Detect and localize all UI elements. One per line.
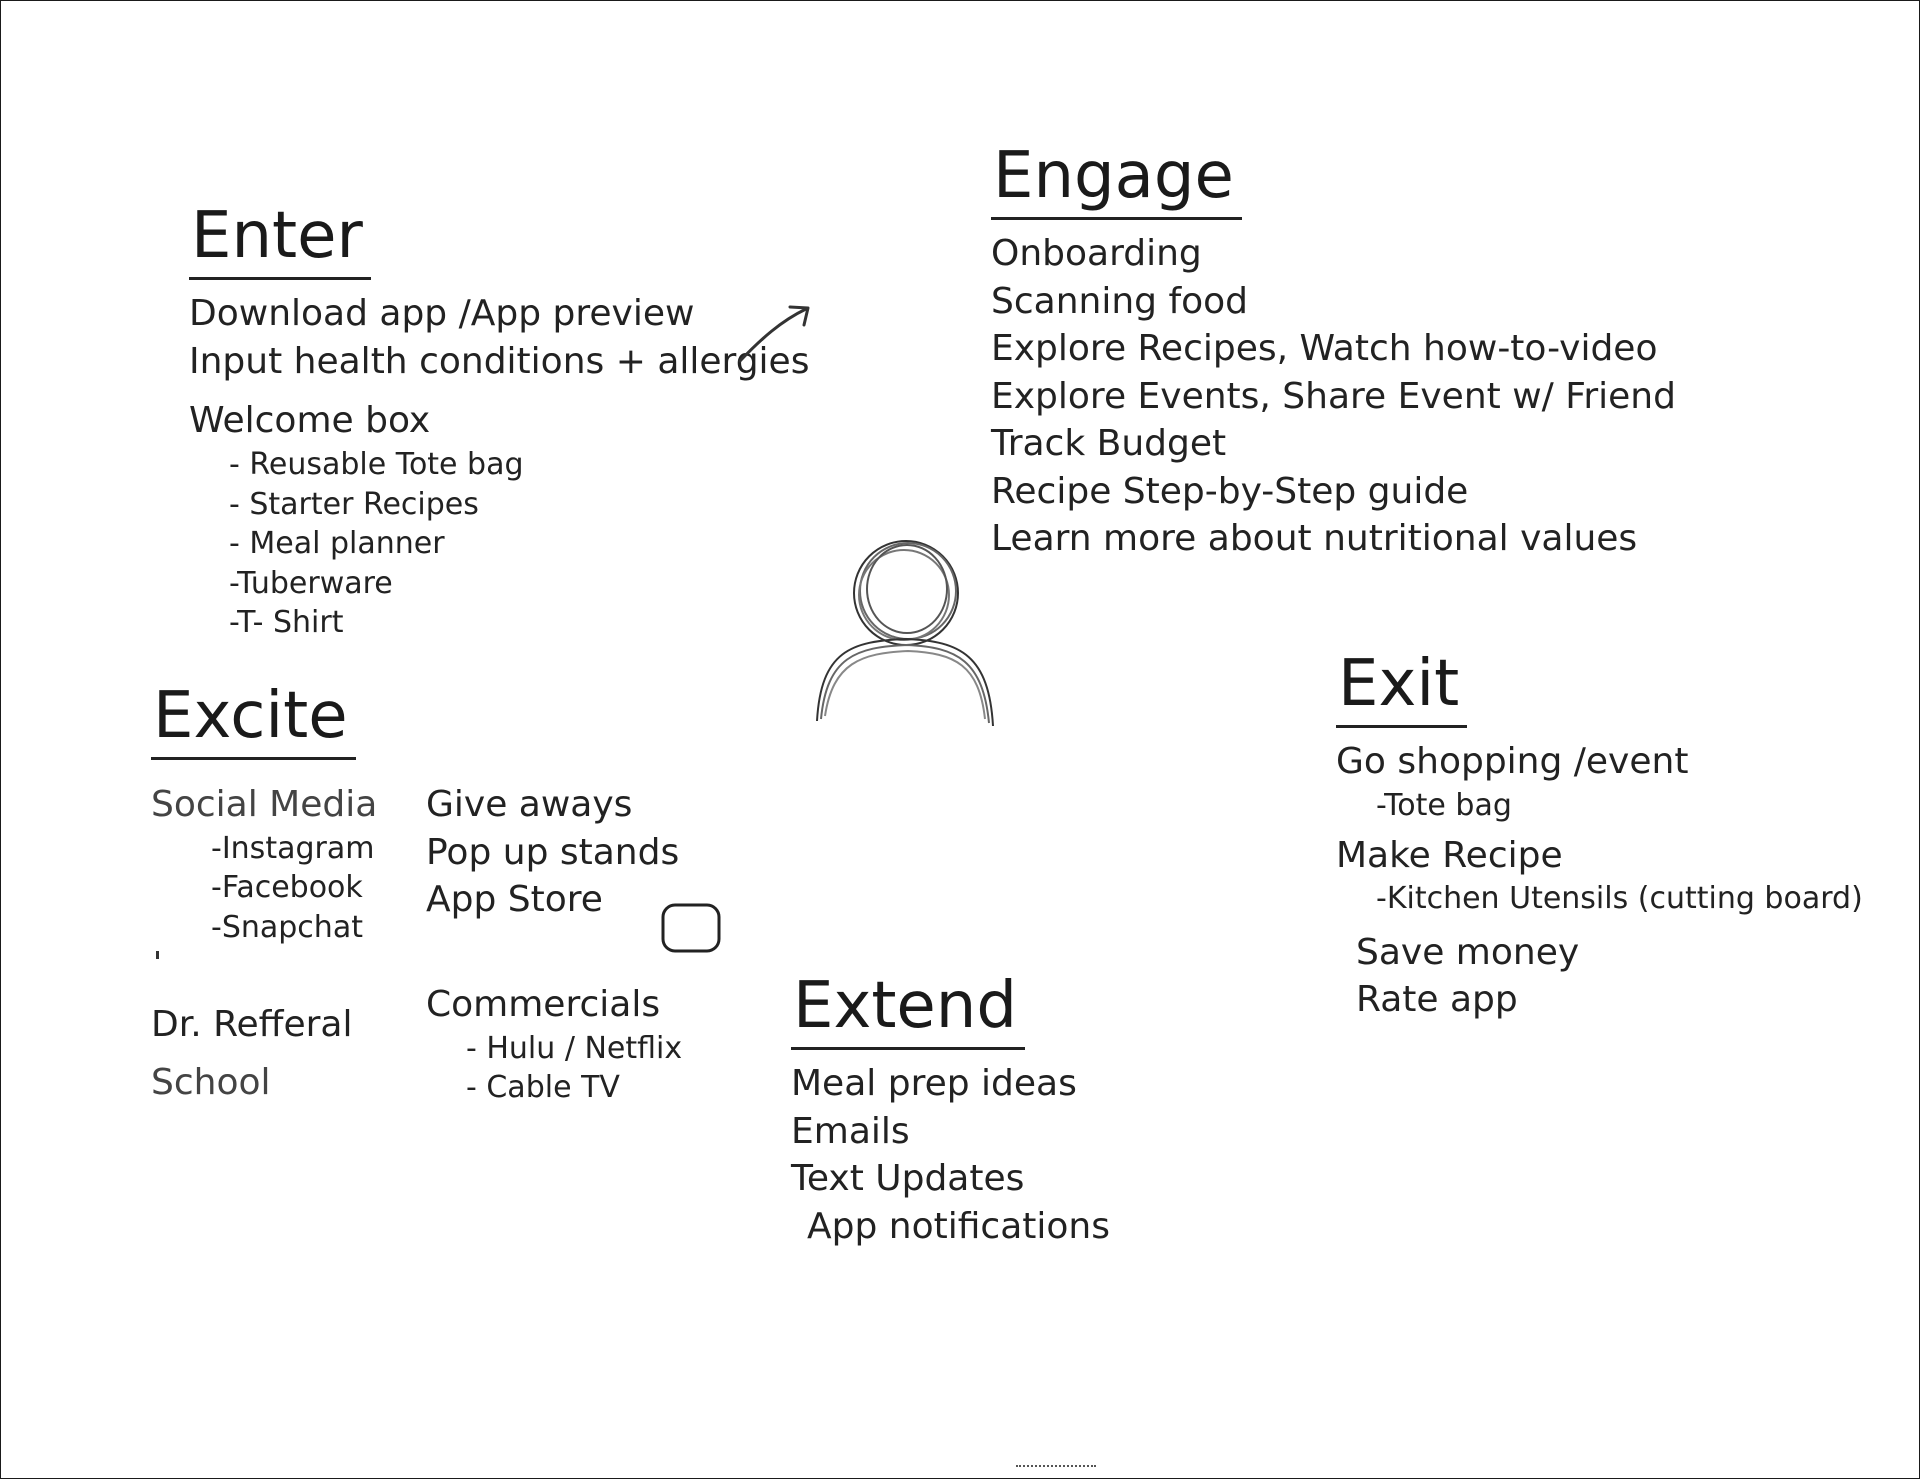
excite-item: Give aways [426,784,633,825]
enter-subitem: - Starter Recipes [229,486,479,522]
extend-item: Emails [791,1110,910,1152]
arrow-icon [736,299,816,369]
section-title-engage: Engage [991,141,1242,220]
excite-item: Pop up stands [426,831,680,873]
excite-subitem: -Facebook [211,870,363,906]
exit-item: Save money [1356,931,1580,973]
engage-item: Scanning food [991,280,1249,322]
enter-subitem: -Tuberware [229,565,393,601]
section-enter [189,201,809,643]
exit-subitem: -Tote bag [1376,787,1512,823]
extend-item: Meal prep ideas [791,1063,1077,1105]
excite-item: Dr. Refferal [151,1004,353,1045]
section-extend [791,971,1110,1250]
excite-subitem: - Cable TV [466,1070,620,1106]
enter-item: Input health conditions + allergies [189,340,810,382]
rounded-square-icon [659,901,725,957]
excite-commercials-column [426,981,682,1108]
section-title-enter: Enter [189,201,371,280]
enter-subitem: - Reusable Tote bag [229,446,524,482]
excite-item: School [151,1061,271,1103]
pencil-mark [156,951,159,959]
section-engage [991,141,1676,563]
section-excite [151,679,683,1106]
engage-item: Onboarding [991,233,1202,275]
section-title-excite: Excite [151,681,356,760]
engage-item: Recipe Step-by-Step guide [991,470,1469,512]
section-title-extend: Extend [791,971,1025,1050]
excite-item: Social Media [151,784,378,825]
exit-item: Rate app [1356,979,1518,1021]
enter-subitem: - Meal planner [229,526,445,562]
engage-item: Learn more about nutritional values [991,518,1638,560]
engage-item: Explore Recipes, Watch how-to-video [991,328,1658,370]
excite-item: App Store [426,879,603,921]
person-icon [811,531,1011,731]
exit-item: Make Recipe [1336,834,1563,876]
enter-item: Welcome box [189,400,431,442]
excite-subitem: - Hulu / Netflix [466,1030,683,1066]
engage-item: Explore Events, Share Event w/ Friend [991,375,1676,417]
extend-item: Text Updates [791,1158,1025,1200]
excite-referral-column [151,1001,352,1106]
section-exit [1336,649,1863,1024]
excite-promo-column [426,781,679,924]
pencil-mark [1016,1463,1096,1467]
excite-social-column [151,781,377,947]
enter-subitem: -T- Shirt [229,605,344,641]
exit-subitem: -Kitchen Utensils (cutting board) [1376,881,1863,917]
enter-item: Download app /App preview [189,293,695,335]
extend-item: App notifications [807,1205,1110,1247]
excite-item: Commercials [426,984,661,1025]
excite-subitem: -Snapchat [211,909,363,945]
exit-item: Go shopping /event [1336,741,1689,783]
section-title-exit: Exit [1336,649,1467,728]
excite-subitem: -Instagram [211,830,375,866]
engage-item: Track Budget [991,423,1227,465]
